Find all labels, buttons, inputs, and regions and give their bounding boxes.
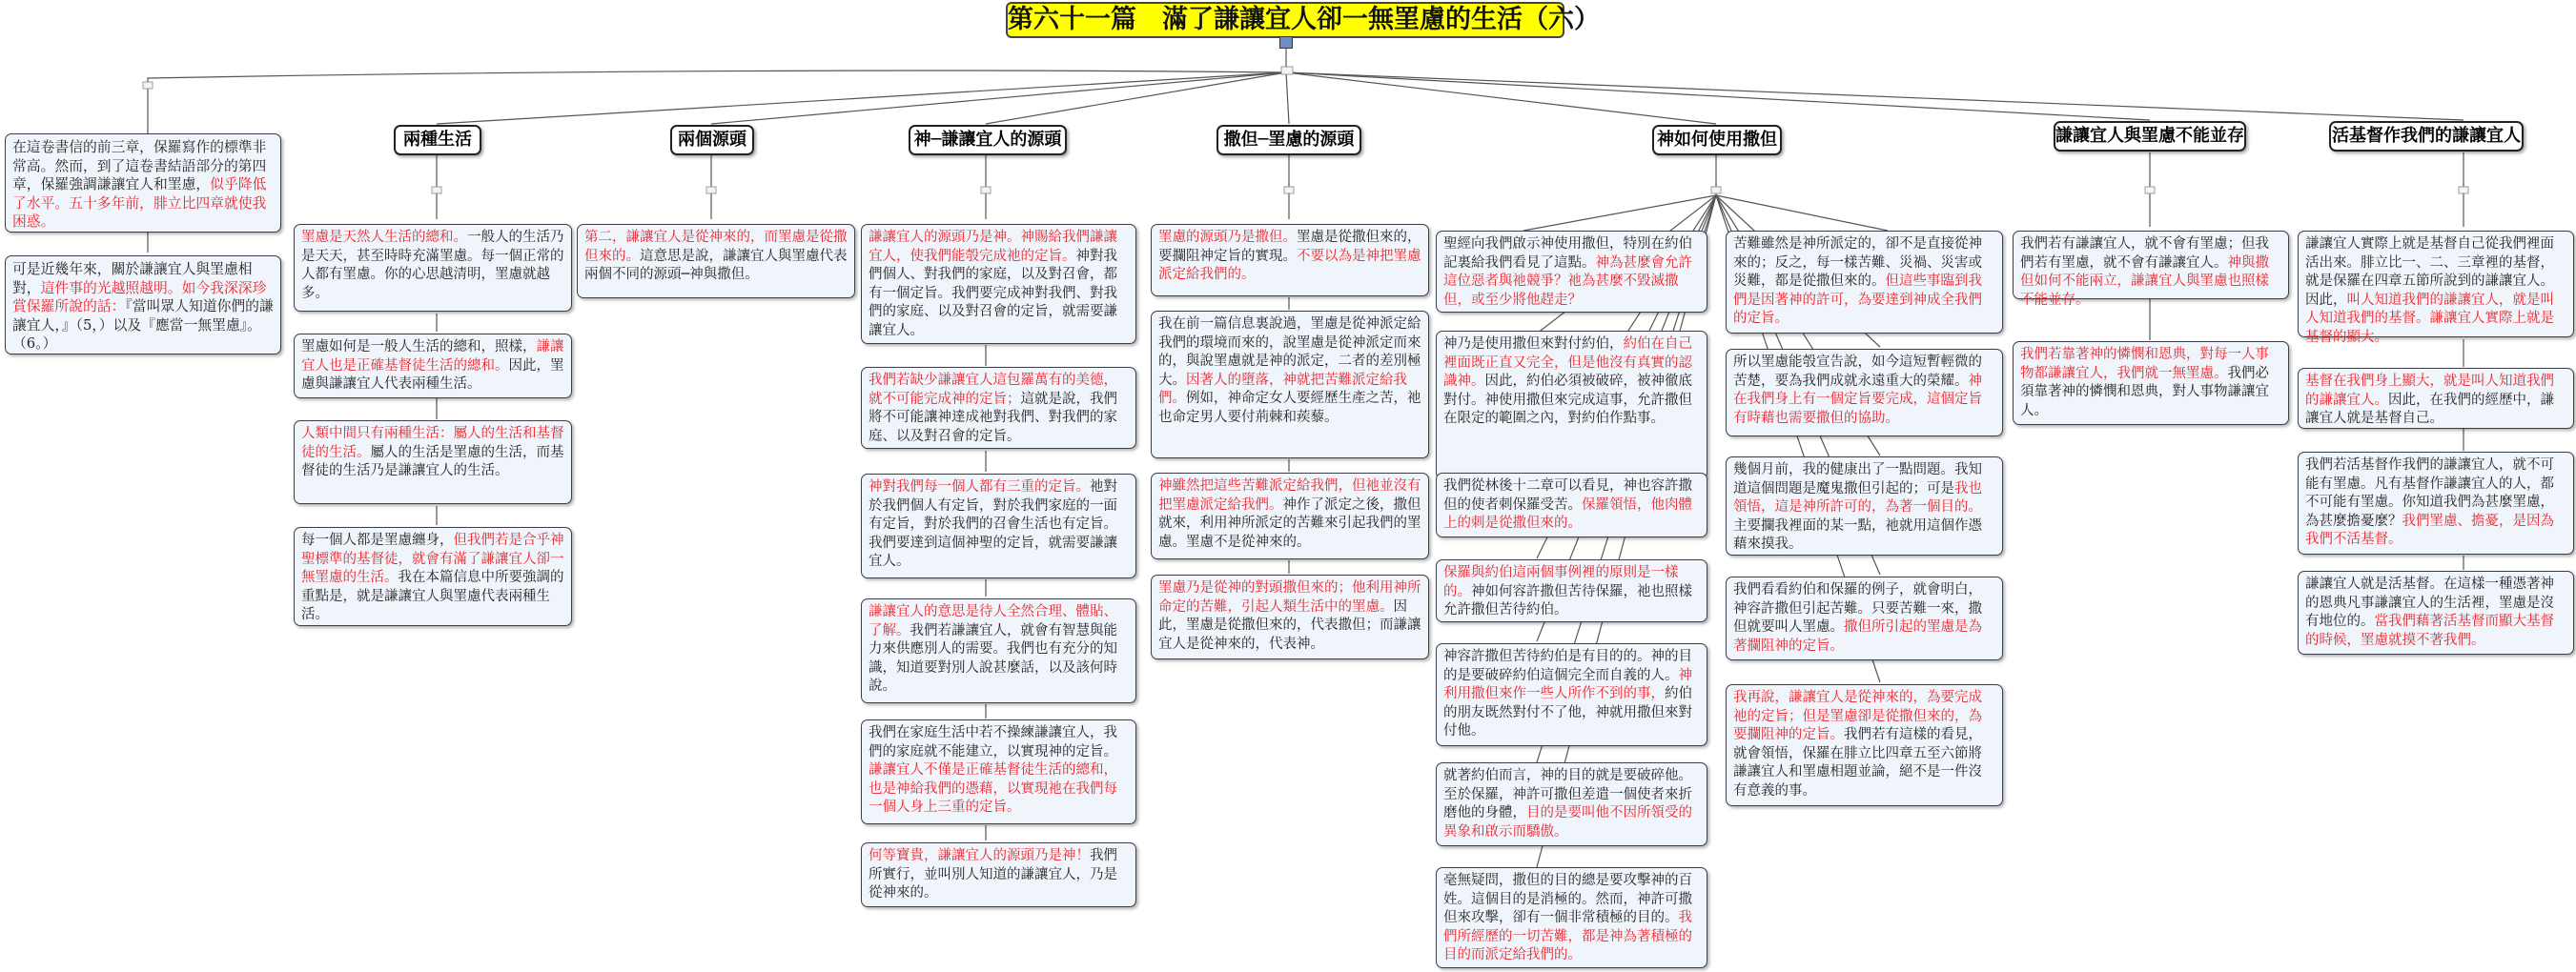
page-title: 第六十一篇 滿了謙讓宜人卻一無罣慮的生活（六）	[1006, 2, 1564, 38]
note-text-segment: 但我們若是合乎神聖標準的基督徒，就會有滿了謙讓宜人卻一無罣慮的生活。	[301, 533, 564, 586]
note-text-segment: 約伯在自己裡面既正直又完全，但是他沒有真實的認識神。	[1443, 336, 1692, 390]
god-uses-satan-note-3[interactable]	[1436, 473, 1707, 537]
satan-source-note-3[interactable]	[1151, 473, 1429, 559]
note-text-segment: 撒但所引起的罣慮是為著攔阻神的定旨。	[1733, 619, 1982, 654]
note-text-segment: 目的是要叫他不因所領受的異象和啟示而驕傲。	[1443, 805, 1692, 840]
note-text-segment: 神利用撒但來作一些人所作不到的事，	[1443, 667, 1692, 702]
note-text-segment: 罣慮的源頭乃是撒但。	[1158, 230, 1297, 245]
cannot-coexist-note-2[interactable]	[2013, 341, 2289, 425]
god-source-note-5[interactable]	[861, 719, 1136, 824]
note-text-segment: 我們若靠著神的憐憫和恩典，對每一人事物都謙讓宜人，我們就一無罣慮。	[2020, 347, 2269, 381]
note-text-segment: 我在本篇信息中所要強調的重點是，就是謙讓宜人與罣慮代表兩種生活。	[301, 570, 564, 623]
note-text-segment: 我們看看約伯和保羅的例子，就會明白，神容許撒但引起苦難。只要苦難一來，撒但就要叫人罣慮。	[1733, 582, 1982, 636]
note-text-segment: 似乎降低了水平。五十多年前，腓立比四章就使我困惑。	[12, 176, 267, 231]
note-text-segment: 人類中間只有兩種生活：屬人的生活和基督徒的生活。	[301, 426, 564, 460]
intro-note[interactable]	[5, 133, 281, 233]
note-text-segment: 我在前一篇信息裏說過，罣慮是從神派定給我們的環境而來的，說罣慮是從神派定而來的，與說罣慮就是神的派定，二者的差別極大。	[1158, 316, 1421, 388]
note-text-segment: 神容許撒但苦待約伯是有目的的。神的目的是要破碎約伯這個完全而自義的人。	[1443, 649, 1692, 683]
note-text-segment: 神對我們個人、對我們的家庭，以及對召會，都有一個定旨。我們要完成神對我們、對我們的家庭、以及對召會的定旨，就需要謙讓宜人。	[869, 248, 1117, 338]
note-text-segment: 在這卷書信的前三章，保羅寫作的標準非常高。然而，到了這卷書結語部分的第四章，保羅強調謙讓宜人和罣慮，	[12, 139, 267, 193]
live-christ-note-4[interactable]	[2298, 571, 2574, 655]
note-text-segment: 不要以為是神把罣慮派定給我們的。	[1158, 248, 1421, 283]
note-text-segment: 屬人的生活是罣慮的生活，而基督徒的生活乃是謙讓宜人的生活。	[301, 444, 564, 479]
note-text-segment: 我們從林後十二章可以看見，神也容許撒但的使者刺保羅受苦。	[1443, 478, 1692, 513]
two-lives-note-3[interactable]	[294, 420, 572, 504]
note-text-segment: 這意思是說，謙讓宜人與罣慮代表兩個不同的源頭─神與撒但。	[584, 248, 848, 283]
note-text-segment: 我也領悟，這是神所許可的，為著一個目的。	[1733, 480, 1982, 516]
heading-cannot-coexist[interactable]: 謙讓宜人與罣慮不能並存	[2054, 121, 2246, 152]
note-text-segment: 基督在我們身上顯大，就是叫人知道我們的謙讓宜人。	[2305, 374, 2554, 408]
note-text-segment: 神作了派定之後，撒但就來，利用神所派定的苦難來引起我們的罣慮。罣慮不是從神來的。	[1158, 496, 1421, 550]
god-uses-satan-note-10[interactable]	[1726, 456, 2003, 556]
note-text-segment: 神雖然把這些苦難派定給我們，但祂並沒有把罣慮派定給我們。	[1158, 478, 1421, 513]
heading-two-lives[interactable]: 兩種生活	[394, 125, 481, 155]
note-text-segment: 謙讓宜人也是正確基督徒生活的總和。	[301, 339, 564, 374]
god-source-note-4[interactable]	[861, 598, 1136, 703]
note-text-segment: 我們在家庭生活中若不操練謙讓宜人，我們的家庭就不能建立，以實現神的定旨。	[869, 725, 1117, 759]
god-uses-satan-note-1[interactable]	[1436, 231, 1707, 313]
god-source-note-1[interactable]	[861, 224, 1136, 344]
note-text-segment: 我們若有謙讓宜人，就不會有罣慮；但我們若有罣慮，就不會有謙讓宜人。	[2020, 236, 2269, 271]
note-text-segment: 謙讓宜人的源頭乃是神。神賜給我們謙讓宜人，使我們能彀完成祂的定旨。	[869, 230, 1117, 264]
note-text-segment: 祂對於我們個人有定旨，對於我們家庭的一面有定旨，對於我們的召會生活也有定旨。我們要達到這個神聖的定旨，就需要謙讓宜人。	[869, 479, 1117, 570]
heading-two-sources[interactable]: 兩個源頭	[670, 125, 754, 155]
cannot-coexist-note-1[interactable]	[2013, 231, 2289, 308]
note-text-segment: 我們若謙讓宜人，就會有智慧與能力來供應別人的需要。我們也有充分的知識，知道要對別人說甚麼話，以及該何時說。	[869, 622, 1117, 695]
note-text-segment: 我們罣慮、擔憂，是因為我們不活基督。	[2305, 513, 2554, 548]
god-source-note-2[interactable]	[861, 367, 1136, 449]
note-text-segment: 罣慮是天然人生活的總和。	[301, 230, 467, 245]
god-uses-satan-note-12[interactable]	[1726, 684, 2003, 806]
satan-source-note-1[interactable]	[1151, 224, 1429, 296]
note-text-segment: 這就是說，我們將不可能讓神達成祂對我們、對我們的家庭、以及對召會的定旨。	[869, 391, 1117, 444]
heading-live-christ[interactable]: 活基督作我們的謙讓宜人	[2329, 121, 2524, 152]
satan-source-note-4[interactable]	[1151, 575, 1429, 659]
note-text-segment: 罣慮如何是一般人生活的總和，照樣，	[301, 339, 537, 354]
two-lives-note-4[interactable]	[294, 527, 572, 626]
note-text-segment: 第二，	[584, 230, 626, 245]
document-icon[interactable]	[1279, 36, 1293, 49]
note-text-segment: 謙讓宜人的意思是待人全然合理、體貼、了解。	[869, 604, 1117, 638]
note-text-segment: 神對我們每一個人都有三重的定旨。	[869, 479, 1090, 495]
note-text-segment: 這件事的光越照越明。如今我深深珍賞保羅所說的話：	[12, 279, 267, 315]
note-text-segment: 『當叫眾人知道你們的謙讓宜人，』（5，）以及『應當一無罣慮』。（6。）	[12, 298, 274, 353]
live-christ-note-1[interactable]	[2298, 231, 2574, 345]
god-uses-satan-note-4[interactable]	[1436, 559, 1707, 622]
live-christ-note-3[interactable]	[2298, 452, 2574, 555]
note-text-segment: 謙讓宜人實際上就是基督自己從我們裡面活出來。腓立比一、二、三章裡的基督，就是保羅在四章五節所說到的謙讓宜人。因此，	[2305, 236, 2554, 308]
two-lives-note-2[interactable]	[294, 334, 572, 398]
note-text-segment: 我們若有這樣的看見，就會領悟，保羅在腓立比四章五至六節將謙讓宜人和罣慮相題並論，絕不是一件沒有意義的事。	[1733, 727, 1982, 799]
note-text-segment: 神乃是使用撒但來對付約伯，	[1443, 336, 1624, 352]
note-text-segment: 神與撒但如何不能兩立，謙讓宜人與罣慮也照樣不能並存。	[2020, 254, 2269, 308]
note-text-segment: 我們若缺少謙讓宜人這包羅萬有的美德，就不可能完成神的定旨；	[869, 373, 1117, 407]
note-text-segment: 謙讓宜人不僅是正確基督徒生活的總和，也是神給我們的憑藉，以實現祂在我們每一個人身上三重的定旨。	[869, 762, 1117, 816]
god-uses-satan-note-2[interactable]	[1436, 331, 1707, 479]
note-text-segment: 例如，神命定女人要經歷生產之苦，祂也命定男人要付荊棘和蒺藜。	[1158, 391, 1421, 425]
god-source-note-3[interactable]	[861, 474, 1136, 578]
note-text-segment: 叫人知道我們的謙讓宜人，就是叫人知道我們的基督。謙讓宜人實際上就是基督的顯大。	[2305, 292, 2554, 345]
note-text-segment: 苦難雖然是神所派定的，卻不是直接從神來的；反之，每一樣苦難、災禍、災害或災難，都是從撒但來的。	[1733, 236, 1982, 290]
note-text-segment: 因此，罣慮是從撒但來的，代表撒但；而謙讓宜人是從神來的，代表神。	[1158, 598, 1421, 652]
heading-god-source[interactable]: 神─謙讓宜人的源頭	[909, 125, 1067, 155]
note-text-segment: 神在我們身上有一個定旨要完成，這個定旨有時藉也需要撒但的協助。	[1733, 373, 1982, 426]
note-text-segment: 我們所經歷的一切苦難，都是神為著積極的目的而派定給我們的。	[1443, 910, 1692, 963]
note-text-segment: 約伯的朋友既然對付不了他，神就用撒但來對付他。	[1443, 686, 1692, 739]
note-text-segment: 因著人的墮落，神就把苦難派定給我們。	[1158, 372, 1407, 407]
note-text-segment: 神為甚麼會允許這位惡者與祂競爭？祂為甚麼不毀滅撒但，或至少將他趕走？	[1443, 254, 1692, 308]
note-text-segment: 我再說，謙讓宜人是從神來的，為要完成祂的定旨；但是罣慮卻是從撒但來的，為要攔阻神的定旨。	[1733, 690, 1982, 743]
note-text-segment: 謙讓宜人是從神來的，而罣慮是從撒但來的。	[584, 230, 848, 264]
heading-god-uses-satan[interactable]: 神如何使用撒但	[1652, 125, 1782, 155]
note-text-segment: 我們必須靠著神的憐憫和恩典，對人事物謙讓宜人。	[2020, 365, 2269, 418]
note-text-segment: 就著約伯而言，神的目的就是要破碎他。至於保羅，神許可撒但差遣一個使者來折磨他的身體，	[1443, 768, 1692, 821]
two-sources-note[interactable]	[577, 224, 855, 298]
note-text-segment: 每一個人都是罣慮纏身，	[301, 533, 454, 548]
note-text-segment: 毫無疑問，撒但的目的總是要攻擊神的百姓。這個目的是消極的。然而，神許可撒但來攻擊，卻有一個非常積極的目的。	[1443, 873, 1692, 926]
note-text-segment: 但這些事臨到我們是因著神的許可，為要達到神成全我們的定旨。	[1733, 273, 1982, 327]
god-uses-satan-note-8[interactable]	[1726, 231, 2003, 334]
intro-quote-note[interactable]	[5, 255, 281, 354]
note-text-segment: 罣慮是從撒但來的，要攔阻神定旨的實現。	[1158, 230, 1421, 264]
note-text-segment: 保羅與約伯這兩個事例裡的原則是一樣的。	[1443, 565, 1679, 599]
note-text-segment: 因此，約伯必須被破碎，被神徹底對付。神使用撒但來完成這事，允許撒但在限定的範圍之內，對約伯作點事。	[1443, 374, 1692, 427]
note-text-segment: 一般人的生活乃是天天，甚至時時充滿罣慮。每一個正常的人都有罣慮。你的心思越清明，罣慮就越多。	[301, 230, 564, 301]
note-text-segment: 當我們藉著活基督而顯大基督的時候，罣慮就摸不著我們。	[2305, 614, 2554, 648]
note-text-segment: 主要攔我裡面的某一點，祂就用這個作憑藉來摸我。	[1733, 517, 1982, 553]
note-text-segment: 幾個月前，我的健康出了一點問題。我知道這個問題是魔鬼撒但引起的；可是	[1733, 462, 1982, 496]
god-uses-satan-note-5[interactable]	[1436, 643, 1707, 746]
note-text-segment: 我們若活基督作我們的謙讓宜人，就不可能有罣慮。凡有基督作謙讓宜人的人，都不可能有罣慮。你知道我們為甚麼罣慮，為甚麼擔憂麼？	[2305, 457, 2554, 529]
live-christ-note-2[interactable]	[2298, 368, 2574, 429]
god-uses-satan-note-9[interactable]	[1726, 349, 2003, 436]
god-uses-satan-note-11[interactable]	[1726, 577, 2003, 660]
god-uses-satan-note-6[interactable]	[1436, 762, 1707, 846]
note-text-segment: 保羅領悟，他肉體上的刺是從撒但來的。	[1443, 496, 1692, 532]
note-text-segment: 謙讓宜人就是活基督。在這樣一種憑著神的恩典凡事謙讓宜人的生活裡，罣慮是沒有地位的。	[2305, 577, 2554, 630]
note-text-segment: 因此，在我們的經歷中，謙讓宜人就是基督自己。	[2305, 392, 2554, 427]
note-text-segment: 聖經向我們啟示神使用撒但，特別在約伯記裏給我們看見了這點。	[1443, 236, 1692, 271]
note-text-segment: 何等寶貴，謙讓宜人的源頭乃是神！	[869, 848, 1090, 863]
note-text-segment: 我們所實行，並叫別人知道的謙讓宜人，乃是從神來的。	[869, 848, 1117, 901]
heading-satan-source[interactable]: 撒但─罣慮的源頭	[1216, 125, 1361, 155]
god-source-note-6[interactable]	[861, 842, 1136, 907]
two-lives-note-1[interactable]	[294, 224, 572, 312]
note-text-segment: 可是近幾年來，關於謙讓宜人與罣慮相對，	[12, 261, 253, 296]
god-uses-satan-note-7[interactable]	[1436, 867, 1707, 968]
note-text-segment: 罣慮乃是從神的對頭撒但來的；他利用神所命定的苦難，引起人類生活中的罣慮。	[1158, 580, 1421, 615]
note-text-segment: 所以罣慮能彀宣告說，如今這短暫輕微的苦楚，要為我們成就永遠重大的榮耀。	[1733, 354, 1982, 389]
note-text-segment: 因此，罣慮與謙讓宜人代表兩種生活。	[301, 357, 564, 393]
satan-source-note-2[interactable]	[1151, 311, 1429, 458]
note-text-segment: 神如何容許撒但苦待保羅，祂也照樣允許撒但苦待約伯。	[1443, 583, 1692, 618]
